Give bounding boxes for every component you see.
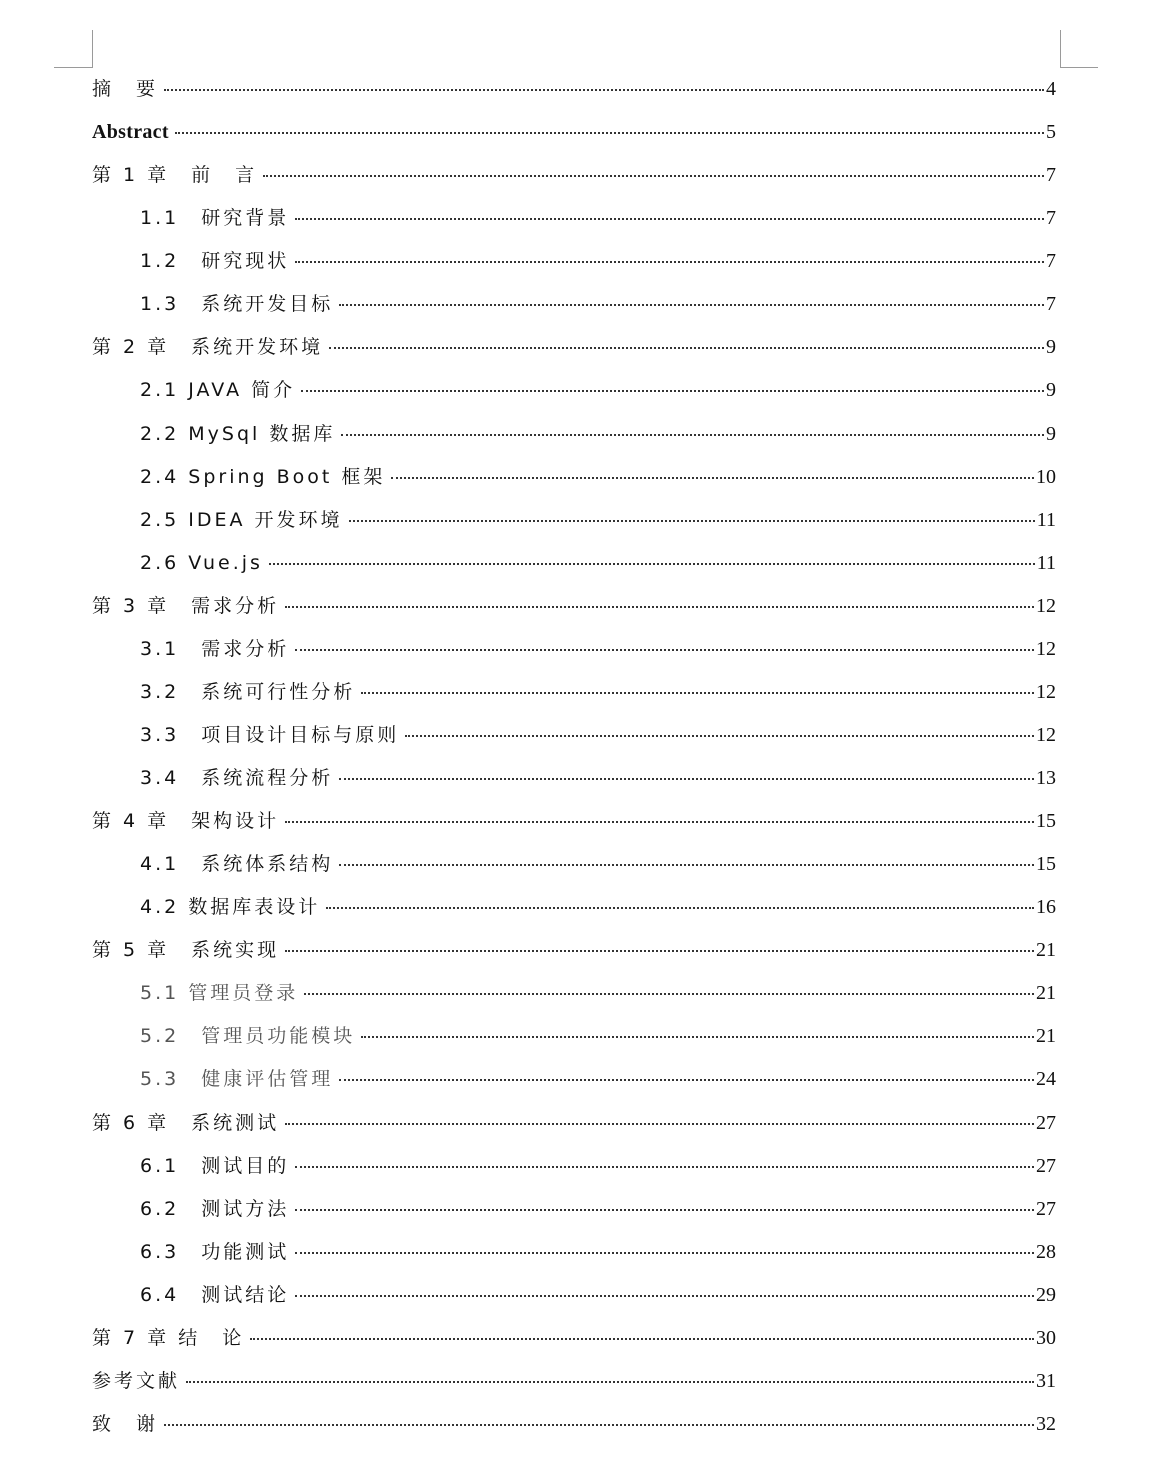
toc-entry-page-number: 4	[1046, 78, 1056, 100]
toc-entry[interactable]	[92, 1102, 1056, 1145]
dot-leader	[339, 778, 1034, 780]
toc-entry-title: 2.5 IDEA 开发环境	[140, 508, 343, 531]
toc-entry[interactable]	[92, 283, 1056, 326]
dot-leader	[295, 261, 1044, 263]
toc-entry-title: 第 7 章 结 论	[92, 1326, 245, 1349]
toc-entry-page-number: 24	[1036, 1068, 1056, 1091]
toc-entry[interactable]	[92, 1188, 1056, 1231]
toc-entry-page-number: 16	[1036, 896, 1056, 919]
toc-entry-page-number: 27	[1036, 1111, 1056, 1134]
toc-entry-page-number: 27	[1036, 1197, 1056, 1220]
toc-entry[interactable]	[92, 499, 1056, 542]
dot-leader	[329, 347, 1044, 349]
toc-entry-page-number: 27	[1036, 1154, 1056, 1177]
toc-entry-title: 6.2 测试方法	[140, 1197, 290, 1220]
toc-entry[interactable]	[92, 714, 1056, 757]
toc-entry-page-number: 32	[1036, 1412, 1056, 1435]
dot-leader	[339, 1079, 1034, 1081]
toc-entry[interactable]	[92, 1317, 1056, 1360]
toc-entry-page-number: 29	[1036, 1283, 1056, 1306]
toc-entry-page-number: 12	[1036, 637, 1056, 660]
toc-entry-title: 6.3 功能测试	[140, 1240, 290, 1263]
toc-entry-title: 3.3 项目设计目标与原则	[140, 723, 400, 746]
toc-entry-page-number: 21	[1036, 1025, 1056, 1048]
dot-leader	[295, 649, 1034, 651]
toc-entry[interactable]	[92, 628, 1056, 671]
toc-entry[interactable]	[92, 1058, 1056, 1101]
dot-leader	[295, 1295, 1034, 1297]
toc-entry[interactable]	[92, 1274, 1056, 1317]
toc-entry-page-number: 15	[1036, 810, 1056, 833]
toc-entry-title: 第 1 章 前 言	[92, 164, 258, 187]
toc-entry-page-number: 7	[1046, 207, 1056, 230]
toc-entry[interactable]	[92, 671, 1056, 714]
toc-entry[interactable]	[92, 800, 1056, 843]
toc-entry[interactable]	[92, 154, 1056, 197]
toc-entry-title: 1.2 研究现状	[140, 250, 290, 273]
toc-entry-page-number: 9	[1046, 379, 1056, 402]
toc-entry[interactable]	[92, 843, 1056, 886]
toc-entry-title: 1.3 系统开发目标	[140, 293, 334, 316]
dot-leader	[164, 1424, 1034, 1426]
toc-entry-title: 3.4 系统流程分析	[140, 767, 334, 789]
dot-leader	[295, 218, 1044, 220]
toc-entry[interactable]	[92, 68, 1056, 111]
toc-entry-title: 6.1 测试目的	[140, 1154, 290, 1177]
dot-leader	[285, 606, 1034, 608]
dot-leader	[391, 477, 1034, 479]
toc-entry-title: 2.4 Spring Boot 框架	[140, 465, 386, 488]
dot-leader	[326, 907, 1034, 909]
toc-entry-title: 3.1 需求分析	[140, 637, 290, 660]
toc-entry-page-number: 9	[1046, 422, 1056, 445]
toc-entry-page-number: 15	[1036, 853, 1056, 876]
toc-entry[interactable]	[92, 413, 1056, 456]
toc-entry-title: 2.1 JAVA 简介	[140, 379, 296, 402]
toc-entry[interactable]	[92, 585, 1056, 628]
toc-entry-title: 第 6 章 系统测试	[92, 1111, 280, 1134]
toc-entry-page-number: 12	[1036, 723, 1056, 746]
toc-entry[interactable]	[92, 1145, 1056, 1188]
toc-entry-title: 第 5 章 系统实现	[92, 939, 280, 962]
toc-entry-title: 致 谢	[92, 1412, 159, 1435]
table-of-contents	[92, 68, 1056, 1446]
dot-leader	[263, 175, 1044, 177]
dot-leader	[295, 1252, 1034, 1254]
toc-entry-title: 6.4 测试结论	[140, 1283, 290, 1306]
toc-entry-page-number: 11	[1036, 508, 1056, 531]
toc-entry[interactable]	[92, 1015, 1056, 1058]
toc-entry-page-number: 11	[1036, 551, 1056, 574]
toc-entry-title: 摘 要	[92, 78, 159, 100]
toc-entry[interactable]	[92, 1231, 1056, 1274]
dot-leader	[339, 864, 1034, 866]
toc-entry[interactable]	[92, 929, 1056, 972]
toc-entry-page-number: 12	[1036, 680, 1056, 703]
toc-entry-page-number: 31	[1036, 1369, 1056, 1392]
toc-entry[interactable]	[92, 757, 1056, 800]
dot-leader	[295, 1166, 1034, 1168]
toc-entry-page-number: 13	[1036, 767, 1056, 789]
toc-entry[interactable]	[92, 1403, 1056, 1446]
toc-entry[interactable]	[92, 111, 1056, 154]
toc-entry[interactable]	[92, 972, 1056, 1015]
toc-entry-title: 第 3 章 需求分析	[92, 594, 280, 617]
toc-entry[interactable]	[92, 240, 1056, 283]
dot-leader	[341, 434, 1044, 436]
dot-leader	[285, 821, 1034, 823]
toc-entry-title: Abstract	[92, 121, 169, 144]
dot-leader	[285, 950, 1034, 952]
dot-leader	[361, 1036, 1034, 1038]
dot-leader	[361, 692, 1034, 694]
dot-leader	[269, 563, 1035, 565]
toc-entry-page-number: 9	[1046, 336, 1056, 359]
toc-entry-page-number: 7	[1046, 164, 1056, 187]
dot-leader	[250, 1338, 1034, 1340]
toc-entry[interactable]	[92, 197, 1056, 240]
toc-entry-page-number: 7	[1046, 293, 1056, 316]
toc-entry-page-number: 21	[1036, 939, 1056, 962]
toc-entry[interactable]	[92, 1360, 1056, 1403]
toc-entry-page-number: 21	[1036, 982, 1056, 1005]
toc-entry-page-number: 28	[1036, 1240, 1056, 1263]
toc-entry-title: 5.2 管理员功能模块	[140, 1025, 356, 1048]
toc-entry-title: 参考文献	[92, 1369, 181, 1392]
page-corner-mark-left	[54, 30, 93, 68]
toc-entry[interactable]	[92, 456, 1056, 499]
dot-leader	[295, 1209, 1034, 1211]
toc-entry-page-number: 7	[1046, 250, 1056, 273]
toc-entry[interactable]	[92, 326, 1056, 369]
toc-entry-page-number: 5	[1046, 121, 1056, 144]
toc-entry[interactable]	[92, 542, 1056, 585]
toc-entry-page-number: 12	[1036, 594, 1056, 617]
toc-entry-page-number: 10	[1036, 465, 1056, 488]
dot-leader	[285, 1123, 1034, 1125]
dot-leader	[405, 735, 1034, 737]
toc-entry-title: 5.1 管理员登录	[140, 982, 299, 1005]
toc-entry-title: 2.2 MySql 数据库	[140, 422, 336, 445]
toc-entry-title: 2.6 Vue.js	[140, 551, 263, 574]
toc-entry-title: 4.1 系统体系结构	[140, 853, 334, 876]
toc-entry-title: 5.3 健康评估管理	[140, 1068, 334, 1091]
dot-leader	[175, 132, 1044, 134]
toc-entry-title: 第 2 章 系统开发环境	[92, 336, 324, 359]
page-corner-mark-right	[1060, 30, 1098, 68]
toc-entry[interactable]	[92, 369, 1056, 412]
toc-entry[interactable]	[92, 886, 1056, 929]
toc-entry-page-number: 30	[1036, 1326, 1056, 1349]
toc-entry-title: 4.2 数据库表设计	[140, 896, 321, 919]
dot-leader	[349, 520, 1035, 522]
toc-entry-title: 3.2 系统可行性分析	[140, 680, 356, 703]
dot-leader	[304, 993, 1034, 995]
dot-leader	[301, 390, 1044, 392]
dot-leader	[339, 304, 1044, 306]
toc-entry-title: 1.1 研究背景	[140, 207, 290, 230]
toc-entry-title: 第 4 章 架构设计	[92, 810, 280, 833]
dot-leader	[164, 89, 1044, 91]
dot-leader	[186, 1381, 1034, 1383]
